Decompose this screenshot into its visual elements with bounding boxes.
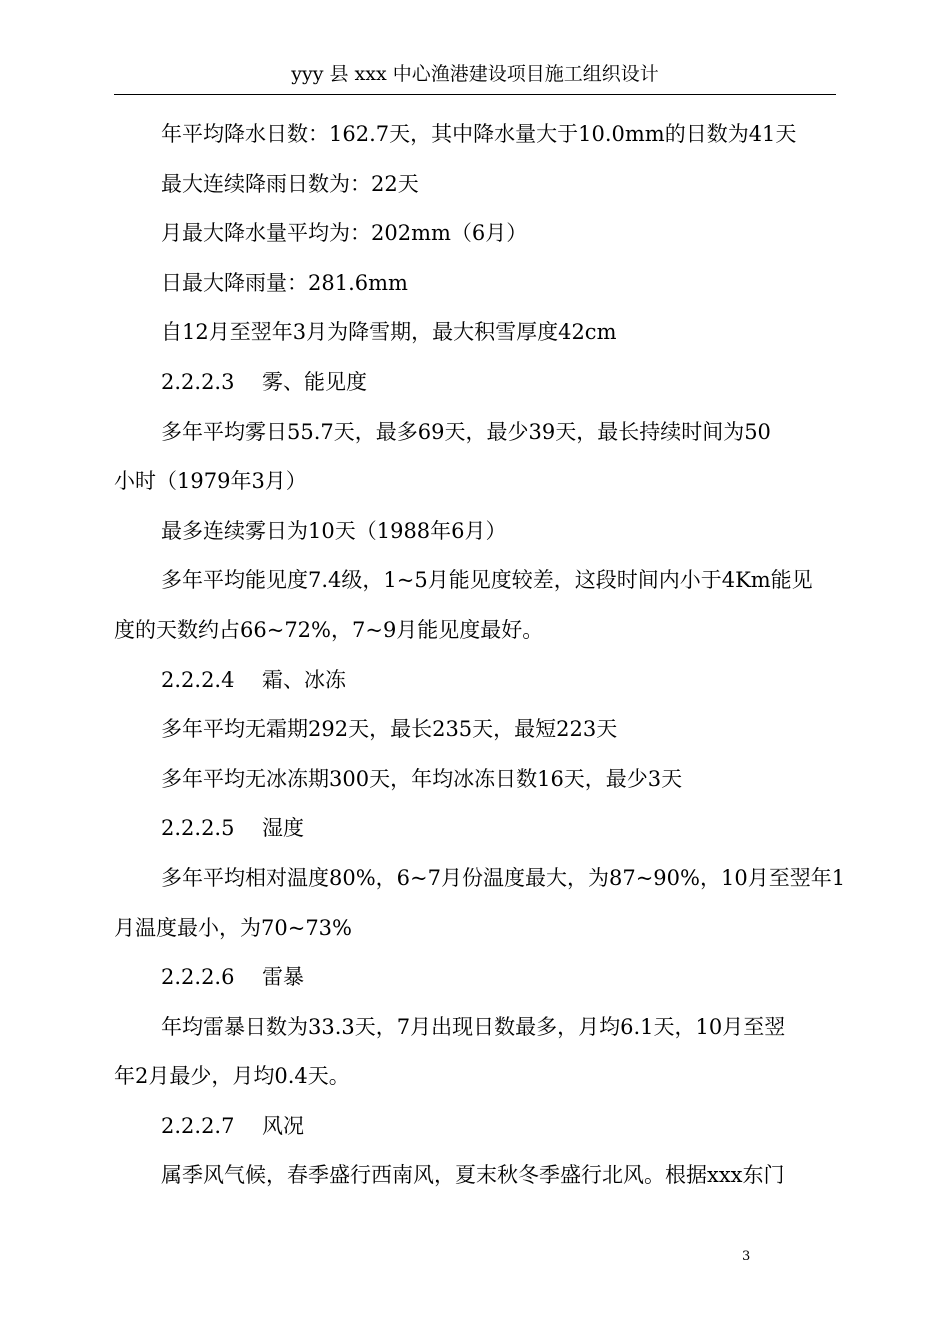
paragraph-consecutive-fog: 最多连续雾日为10天（1988年6月） [161,518,507,543]
section-heading-frost [114,656,836,706]
paragraph-snow-period: 自12月至翌年3月为降雪期，最大积雪厚度42cm [161,320,617,345]
paragraph-line: 多年平均能见度7.4级，1~5月能见度较差，这段时间内小于4Km能见 [161,568,813,593]
paragraph-monthly-max-rain: 月最大降水量平均为：202mm（6月） [161,221,528,246]
paragraph-line: 年均雷暴日数为33.3天，7月出现日数最多，月均6.1天，10月至翌 [161,1014,786,1039]
section-heading-thunderstorm [114,953,836,1003]
paragraph-line: 多年平均雾日55.7天，最多69天，最少39天，最长持续时间为50 [161,419,771,444]
section-title: 霜、冰冻 [262,667,346,692]
section-number: 2.2.2.5 [161,816,235,841]
section-number: 2.2.2.4 [161,667,235,692]
section-heading-humidity [114,804,836,854]
paragraph-max-consecutive-rain: 最大连续降雨日数为：22天 [161,171,419,196]
paragraph-humidity [114,854,846,953]
section-heading-wind [114,1102,836,1152]
section-title: 雾、能见度 [262,369,367,394]
paragraph-fog-days [114,408,836,507]
paragraph-line: 多年平均相对温度80%，6~7月份温度最大，为87~90%，10月至翌年1 [161,865,846,890]
paragraph-visibility [114,556,836,655]
section-number: 2.2.2.3 [161,369,235,394]
paragraph-annual-rain-days: 年平均降水日数：162.7天，其中降水量大于10.0mm的日数为41天 [161,122,797,146]
paragraph-monsoon: 属季风气候，春季盛行西南风，夏末秋冬季盛行北风。根据xxx东门 [161,1163,785,1188]
header-divider [114,94,836,95]
running-header: yyy 县 xxx 中心渔港建设项目施工组织设计 [291,63,659,85]
section-number: 2.2.2.7 [161,1113,235,1138]
section-title: 风况 [262,1113,304,1138]
paragraph-line: 年2月最少，月均0.4天。 [114,1064,350,1089]
document-body [114,110,846,1201]
paragraph-ice-free: 多年平均无冰冻期300天，年均冰冻日数16天，最少3天 [161,766,683,791]
paragraph-line: 月温度最小，为70~73% [114,915,352,940]
paragraph-daily-max-rain: 日最大降雨量：281.6mm [161,270,408,295]
paragraph-frost-free: 多年平均无霜期292天，最长235天，最短223天 [161,717,618,742]
section-title: 湿度 [262,816,304,841]
paragraph-thunderstorm [114,1003,836,1102]
paragraph-line: 度的天数约占66~72%，7~9月能见度最好。 [114,617,544,642]
page-number: 3 [742,1249,751,1264]
section-number: 2.2.2.6 [161,965,235,990]
section-heading-fog [114,358,836,408]
paragraph-line: 小时（1979年3月） [114,469,307,494]
section-title: 雷暴 [262,965,304,990]
